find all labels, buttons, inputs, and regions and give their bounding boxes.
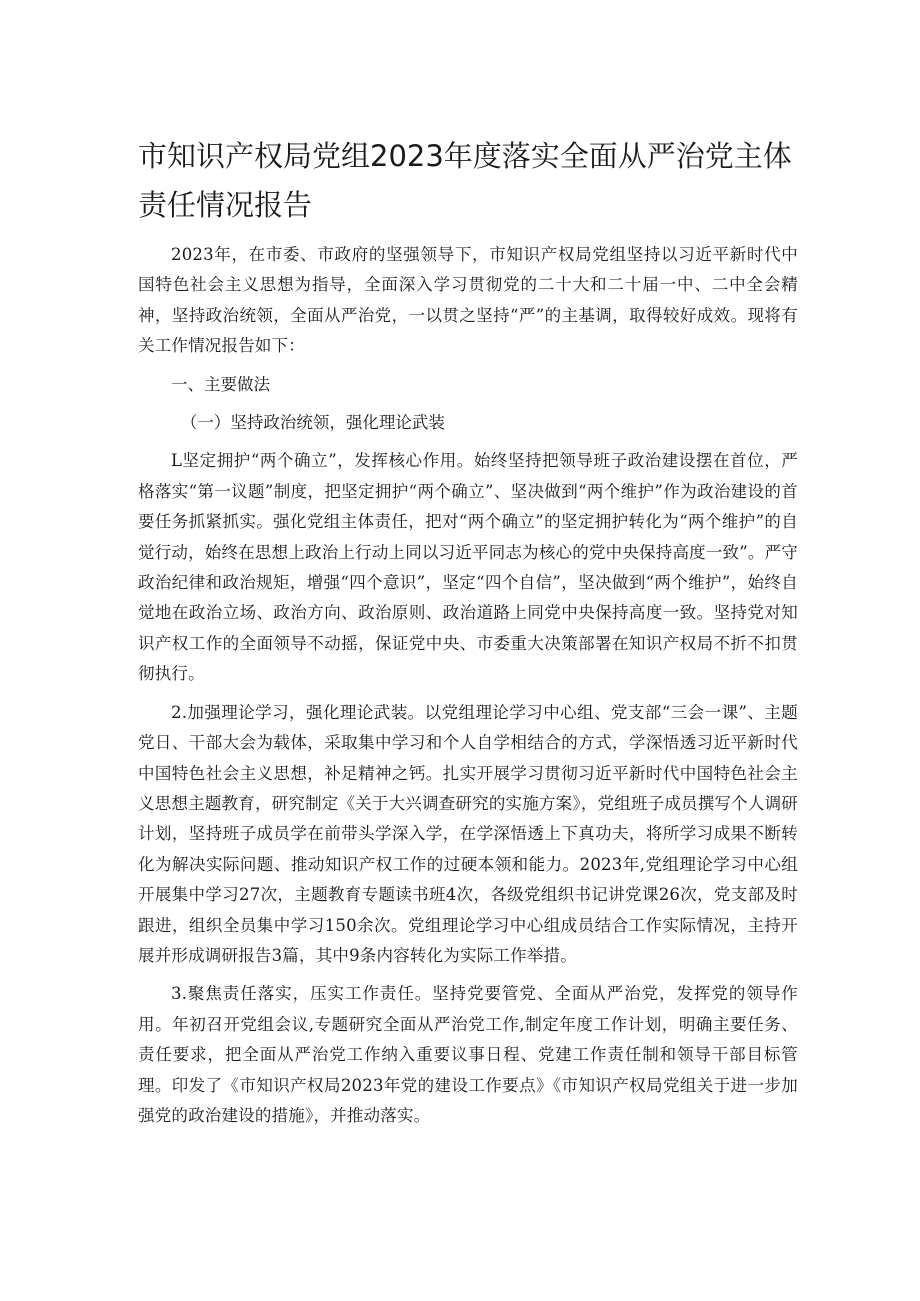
item-paragraph-1: L坚定拥护“两个确立”，发挥核心作用。始终坚持把领导班子政治建设摆在首位，严格落实“第一议题”制度，把坚定拥护“两个确立”、坚决做到“两个维护”作为政治建设的首要任务抓紧抓实。强化党组主体责任，把对“两个确立”的坚定拥护转化为“两个维护”的自觉行动，始终在思想上政治上行动上同以习近平同志为核心的党中央保持高度一致”。严守政治纪律和政治规矩，增强“四个意识”，坚定“四个自信”，坚决做到“两个维护”，始终自觉地在政治立场、政治方向、政治原则、政治道路上同党中央保持高度一致。坚持党对知识产权工作的全面领导不动摇，保证党中央、市委重大决策部署在知识产权局不折不扣贯彻执行。: [138, 451, 798, 684]
intro-paragraph: 2023年，在市委、市政府的坚强领导下，市知识产权局党组坚持以习近平新时代中国特色社会主义思想为指导，全面深入学习贯彻党的二十大和二十届一中、二中全会精神，坚持政治统领，全面从严治党，一以贯之坚持“严”的主基调，取得较好成效。现将有关工作情况报告如下：: [138, 245, 798, 356]
section-heading-main-practices: 一、主要做法: [171, 374, 270, 394]
document-title: 市知识产权局党组2023年度落实全面从严治党主体责任情况报告: [138, 139, 792, 222]
subsection-heading-political-leadership: （一）坚持政治统领，强化理论武装: [180, 413, 445, 433]
item-paragraph-3: 3.聚焦责任落实，压实工作责任。坚持党要管党、全面从严治党，发挥党的领导作用。年初召开党组会议,专题研究全面从严治党工作,制定年度工作计划，明确主要任务、责任要求，把全面从严治党工作纳入重要议事日程、党建工作责任制和领导干部目标管理。印发了《市知识产权局2023年党的建设工作要点》《市知识产权局党组关于进一步加强党的政治建设的措施》，并推动落实。: [138, 984, 798, 1125]
document-body: [138, 240, 798, 1139]
item-paragraph-2: 2.加强理论学习，强化理论武装。以党组理论学习中心组、党支部“三会一课”、主题党日、干部大会为载体，采取集中学习和个人自学相结合的方式，学深悟透习近平新时代中国特色社会主义思想，补足精神之钙。扎实开展学习贯彻习近平新时代中国特色社会主义思想主题教育，研究制定《关于大兴调查研究的实施方案》，党组班子成员撰写个人调研计划，坚持班子成员学在前带头学深入学，在学深悟透上下真功夫，将所学习成果不断转化为解决实际问题、推动知识产权工作的过硬本领和能力。2023年,党组理论学习中心组开展集中学习27次，主题教育专题读书班4次，各级党组织书记讲党课26次，党支部及时跟进，组织全员集中学习150余次。党组理论学习中心组成员结合工作实际情况，主持开展并形成调研报告3篇，其中9条内容转化为实际工作举措。: [138, 702, 798, 965]
